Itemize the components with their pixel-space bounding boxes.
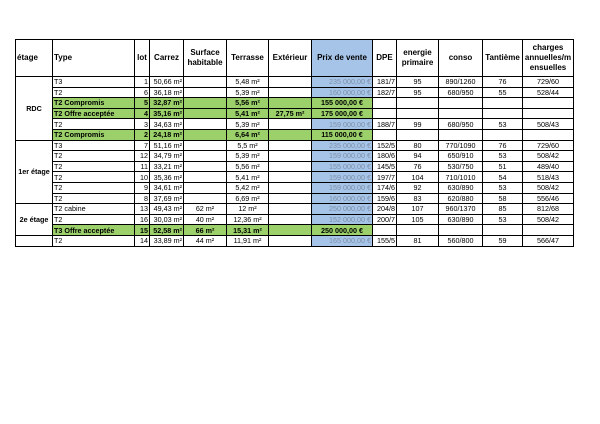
lot-cell[interactable]: 7 <box>135 140 150 151</box>
type-cell[interactable]: T2 <box>53 87 135 98</box>
exterieur-cell[interactable]: 27,75 m² <box>269 108 312 119</box>
lot-cell[interactable]: 13 <box>135 204 150 215</box>
energie-cell[interactable]: 76 <box>397 161 439 172</box>
surface-cell[interactable]: 62 m² <box>184 204 227 215</box>
tantieme-cell[interactable]: 76 <box>483 140 523 151</box>
col-prix[interactable]: Prix de vente <box>312 40 373 77</box>
lot-cell[interactable]: 5 <box>135 98 150 109</box>
carrez-cell[interactable]: 33,89 m² <box>150 235 184 246</box>
charges-cell[interactable]: 508/42 <box>523 214 574 225</box>
etage-cell[interactable] <box>16 235 53 246</box>
energie-cell[interactable]: 104 <box>397 172 439 183</box>
terrasse-cell[interactable]: 5,39 m² <box>227 87 269 98</box>
carrez-cell[interactable]: 34,63 m² <box>150 119 184 130</box>
dpe-cell[interactable]: 180/6 <box>373 151 397 162</box>
tantieme-cell[interactable]: 54 <box>483 172 523 183</box>
lot-cell[interactable]: 4 <box>135 108 150 119</box>
carrez-cell[interactable]: 34,79 m² <box>150 151 184 162</box>
terrasse-cell[interactable]: 12,36 m² <box>227 214 269 225</box>
charges-cell[interactable]: 508/43 <box>523 119 574 130</box>
col-exterieur[interactable]: Extérieur <box>269 40 312 77</box>
exterieur-cell[interactable] <box>269 225 312 236</box>
tantieme-cell[interactable]: 53 <box>483 119 523 130</box>
tantieme-cell[interactable]: 58 <box>483 193 523 204</box>
prix-value: 152 000,00 € <box>329 214 371 224</box>
col-charges[interactable]: charges annuelles/m ensuelles <box>523 40 574 77</box>
dpe-cell[interactable]: 200/7 <box>373 214 397 225</box>
type-cell[interactable]: T2 <box>53 119 135 130</box>
dpe-cell[interactable]: 152/5 <box>373 140 397 151</box>
surface-cell[interactable] <box>184 193 227 204</box>
surface-cell[interactable] <box>184 129 227 140</box>
table-row <box>16 182 574 193</box>
dpe-cell[interactable]: 197/7 <box>373 172 397 183</box>
tantieme-cell[interactable]: 55 <box>483 87 523 98</box>
table-row <box>16 172 574 183</box>
dpe-cell[interactable]: 181/7 <box>373 77 397 88</box>
prix-cell[interactable]: 250 000,00 € <box>312 225 373 236</box>
energie-cell[interactable]: 99 <box>397 119 439 130</box>
terrasse-cell[interactable]: 5,5 m² <box>227 140 269 151</box>
prix-cell[interactable]: 115 000,00 € <box>312 129 373 140</box>
energie-cell[interactable]: 81 <box>397 235 439 246</box>
carrez-cell[interactable]: 51,16 m² <box>150 140 184 151</box>
prix-value: 235 000,00 € <box>329 140 371 150</box>
col-carrez[interactable]: Carrez <box>150 40 184 77</box>
exterieur-cell[interactable] <box>269 214 312 225</box>
lot-cell[interactable]: 2 <box>135 129 150 140</box>
exterieur-cell[interactable] <box>269 87 312 98</box>
energie-cell[interactable] <box>397 129 439 140</box>
terrasse-cell[interactable]: 5,56 m² <box>227 98 269 109</box>
tantieme-cell[interactable]: 76 <box>483 77 523 88</box>
surface-cell[interactable] <box>184 161 227 172</box>
energie-cell[interactable]: 95 <box>397 77 439 88</box>
lot-cell[interactable]: 15 <box>135 225 150 236</box>
table-row <box>16 119 574 130</box>
table-row <box>16 235 574 246</box>
type-cell[interactable]: T2 <box>53 214 135 225</box>
carrez-cell[interactable]: 49,43 m² <box>150 204 184 215</box>
terrasse-cell[interactable]: 5,48 m² <box>227 77 269 88</box>
conso-cell[interactable] <box>439 108 483 119</box>
prix-cell[interactable] <box>312 140 373 151</box>
terrasse-cell[interactable]: 6,64 m² <box>227 129 269 140</box>
table-row <box>16 193 574 204</box>
conso-cell[interactable] <box>439 129 483 140</box>
carrez-cell[interactable]: 35,16 m² <box>150 108 184 119</box>
type-cell[interactable]: T2 <box>53 235 135 246</box>
dpe-cell[interactable]: 174/6 <box>373 182 397 193</box>
carrez-cell[interactable]: 32,87 m² <box>150 98 184 109</box>
charges-cell[interactable]: 556/46 <box>523 193 574 204</box>
conso-cell[interactable]: 710/1010 <box>439 172 483 183</box>
exterieur-cell[interactable] <box>269 129 312 140</box>
col-energie[interactable]: energie primaire <box>397 40 439 77</box>
charges-cell[interactable] <box>523 98 574 109</box>
charges-cell[interactable]: 528/44 <box>523 87 574 98</box>
carrez-cell[interactable]: 30,03 m² <box>150 214 184 225</box>
tantieme-cell[interactable]: 51 <box>483 161 523 172</box>
charges-cell[interactable]: 729/60 <box>523 77 574 88</box>
tantieme-cell[interactable] <box>483 225 523 236</box>
tantieme-cell[interactable]: 53 <box>483 151 523 162</box>
table-row <box>16 161 574 172</box>
carrez-cell[interactable]: 33,21 m² <box>150 161 184 172</box>
charges-cell[interactable] <box>523 108 574 119</box>
prix-cell[interactable] <box>312 87 373 98</box>
prix-cell[interactable] <box>312 182 373 193</box>
table-row <box>16 129 574 140</box>
prix-value: 250 000,00 € <box>329 204 371 214</box>
exterieur-cell[interactable] <box>269 98 312 109</box>
dpe-cell[interactable] <box>373 98 397 109</box>
table-row <box>16 151 574 162</box>
conso-cell[interactable]: 620/880 <box>439 193 483 204</box>
type-cell[interactable]: T2 cabine <box>53 204 135 215</box>
dpe-cell[interactable]: 188/7 <box>373 119 397 130</box>
terrasse-cell[interactable]: 5,41 m² <box>227 172 269 183</box>
type-cell[interactable]: T2 <box>53 161 135 172</box>
terrasse-cell[interactable]: 5,41 m² <box>227 108 269 119</box>
table-row <box>16 204 574 215</box>
prix-value: 160 000,00 € <box>329 193 371 203</box>
prix-cell[interactable] <box>312 214 373 225</box>
conso-cell[interactable]: 960/1370 <box>439 204 483 215</box>
dpe-cell[interactable] <box>373 129 397 140</box>
type-cell[interactable]: T2 Offre acceptée <box>53 108 135 119</box>
carrez-cell[interactable]: 37,69 m² <box>150 193 184 204</box>
type-cell[interactable]: T2 Compromis <box>53 129 135 140</box>
energie-cell[interactable]: 107 <box>397 204 439 215</box>
col-type[interactable]: Type <box>53 40 135 77</box>
terrasse-cell[interactable]: 12 m² <box>227 204 269 215</box>
lot-cell[interactable]: 12 <box>135 151 150 162</box>
energie-cell[interactable]: 95 <box>397 87 439 98</box>
carrez-cell[interactable]: 34,61 m² <box>150 182 184 193</box>
exterieur-cell[interactable] <box>269 193 312 204</box>
etage-cell[interactable]: 1er étage <box>16 140 53 204</box>
charges-cell[interactable]: 508/42 <box>523 182 574 193</box>
surface-cell[interactable] <box>184 119 227 130</box>
terrasse-cell[interactable]: 6,69 m² <box>227 193 269 204</box>
prix-value: 235 000,00 € <box>329 77 371 87</box>
prix-cell[interactable] <box>312 172 373 183</box>
energie-cell[interactable]: 105 <box>397 214 439 225</box>
conso-cell[interactable]: 560/800 <box>439 235 483 246</box>
surface-cell[interactable] <box>184 140 227 151</box>
conso-cell[interactable]: 890/1260 <box>439 77 483 88</box>
col-conso[interactable]: conso <box>439 40 483 77</box>
tantieme-cell[interactable] <box>483 129 523 140</box>
lot-cell[interactable]: 6 <box>135 87 150 98</box>
conso-cell[interactable]: 630/890 <box>439 214 483 225</box>
dpe-cell[interactable]: 204/8 <box>373 204 397 215</box>
terrasse-cell[interactable]: 5,39 m² <box>227 119 269 130</box>
conso-cell[interactable]: 770/1090 <box>439 140 483 151</box>
lot-cell[interactable]: 1 <box>135 77 150 88</box>
exterieur-cell[interactable] <box>269 235 312 246</box>
charges-cell[interactable]: 566/47 <box>523 235 574 246</box>
prix-cell[interactable] <box>312 161 373 172</box>
surface-cell[interactable]: 44 m² <box>184 235 227 246</box>
col-dpe[interactable]: DPE <box>373 40 397 77</box>
dpe-cell[interactable] <box>373 108 397 119</box>
terrasse-cell[interactable]: 5,39 m² <box>227 151 269 162</box>
surface-cell[interactable] <box>184 87 227 98</box>
energie-cell[interactable]: 94 <box>397 151 439 162</box>
type-cell[interactable]: T2 Compromis <box>53 98 135 109</box>
type-cell[interactable]: T2 <box>53 172 135 183</box>
apartments-table <box>15 39 574 247</box>
type-cell[interactable]: T3 <box>53 140 135 151</box>
charges-cell[interactable] <box>523 225 574 236</box>
table-row <box>16 225 574 236</box>
table-row <box>16 98 574 109</box>
exterieur-cell[interactable] <box>269 204 312 215</box>
prix-cell[interactable] <box>312 235 373 246</box>
type-cell[interactable]: T2 <box>53 182 135 193</box>
etage-cell[interactable]: RDC <box>16 77 53 141</box>
dpe-cell[interactable]: 145/5 <box>373 161 397 172</box>
header-row <box>16 40 574 77</box>
prix-cell[interactable] <box>312 151 373 162</box>
carrez-cell[interactable]: 24,18 m² <box>150 129 184 140</box>
charges-cell[interactable]: 812/68 <box>523 204 574 215</box>
tantieme-cell[interactable]: 59 <box>483 235 523 246</box>
exterieur-cell[interactable] <box>269 182 312 193</box>
energie-cell[interactable] <box>397 225 439 236</box>
terrasse-cell[interactable]: 5,56 m² <box>227 161 269 172</box>
lot-cell[interactable]: 11 <box>135 161 150 172</box>
charges-cell[interactable]: 489/40 <box>523 161 574 172</box>
lot-cell[interactable]: 9 <box>135 182 150 193</box>
tantieme-cell[interactable]: 85 <box>483 204 523 215</box>
type-cell[interactable]: T3 <box>53 77 135 88</box>
prix-cell[interactable] <box>312 119 373 130</box>
energie-cell[interactable]: 92 <box>397 182 439 193</box>
conso-cell[interactable]: 680/950 <box>439 119 483 130</box>
carrez-cell[interactable]: 52,58 m² <box>150 225 184 236</box>
surface-cell[interactable] <box>184 98 227 109</box>
table-body <box>16 77 574 247</box>
surface-cell[interactable] <box>184 172 227 183</box>
col-etage[interactable]: étage <box>16 40 53 77</box>
col-surface[interactable]: Surface habitable <box>184 40 227 77</box>
prix-value: 159 000,00 € <box>329 183 371 193</box>
table-row <box>16 87 574 98</box>
surface-cell[interactable] <box>184 182 227 193</box>
type-cell[interactable]: T2 <box>53 193 135 204</box>
prix-value: 155 000,00 € <box>329 161 371 171</box>
type-cell[interactable]: T2 <box>53 151 135 162</box>
type-cell[interactable]: T3 Offre acceptée <box>53 225 135 236</box>
prix-value: 160 000,00 € <box>329 87 371 97</box>
terrasse-cell[interactable]: 11,91 m² <box>227 235 269 246</box>
prix-cell[interactable]: 175 000,00 € <box>312 108 373 119</box>
charges-cell[interactable] <box>523 129 574 140</box>
energie-cell[interactable] <box>397 98 439 109</box>
col-tantieme[interactable]: Tantième <box>483 40 523 77</box>
prix-cell[interactable] <box>312 193 373 204</box>
tantieme-cell[interactable] <box>483 108 523 119</box>
lot-cell[interactable]: 3 <box>135 119 150 130</box>
table-row <box>16 108 574 119</box>
charges-cell[interactable]: 508/42 <box>523 151 574 162</box>
exterieur-cell[interactable] <box>269 77 312 88</box>
prix-value: 159 000,00 € <box>329 119 371 129</box>
etage-cell[interactable]: 2e étage <box>16 204 53 236</box>
surface-cell[interactable] <box>184 77 227 88</box>
surface-cell[interactable] <box>184 108 227 119</box>
exterieur-cell[interactable] <box>269 172 312 183</box>
tantieme-cell[interactable]: 53 <box>483 214 523 225</box>
exterieur-cell[interactable] <box>269 119 312 130</box>
carrez-cell[interactable]: 35,36 m² <box>150 172 184 183</box>
prix-cell[interactable]: 155 000,00 € <box>312 98 373 109</box>
prix-value: 159 000,00 € <box>329 151 371 161</box>
prix-cell[interactable] <box>312 77 373 88</box>
dpe-cell[interactable]: 182/7 <box>373 87 397 98</box>
prix-cell[interactable] <box>312 204 373 215</box>
energie-cell[interactable]: 80 <box>397 140 439 151</box>
lot-cell[interactable]: 10 <box>135 172 150 183</box>
surface-cell[interactable]: 66 m² <box>184 225 227 236</box>
dpe-cell[interactable]: 155/5 <box>373 235 397 246</box>
conso-cell[interactable]: 650/910 <box>439 151 483 162</box>
table-row <box>16 214 574 225</box>
terrasse-cell[interactable]: 15,31 m² <box>227 225 269 236</box>
col-lot[interactable]: lot <box>135 40 150 77</box>
carrez-cell[interactable]: 50,66 m² <box>150 77 184 88</box>
conso-cell[interactable]: 530/750 <box>439 161 483 172</box>
table-row <box>16 140 574 151</box>
exterieur-cell[interactable] <box>269 161 312 172</box>
conso-cell[interactable]: 680/950 <box>439 87 483 98</box>
dpe-cell[interactable] <box>373 225 397 236</box>
charges-cell[interactable]: 518/43 <box>523 172 574 183</box>
dpe-cell[interactable]: 159/6 <box>373 193 397 204</box>
terrasse-cell[interactable]: 5,42 m² <box>227 182 269 193</box>
tantieme-cell[interactable] <box>483 98 523 109</box>
charges-cell[interactable]: 729/60 <box>523 140 574 151</box>
energie-cell[interactable]: 83 <box>397 193 439 204</box>
exterieur-cell[interactable] <box>269 140 312 151</box>
col-terrasse[interactable]: Terrasse <box>227 40 269 77</box>
exterieur-cell[interactable] <box>269 151 312 162</box>
energie-cell[interactable] <box>397 108 439 119</box>
lot-cell[interactable]: 16 <box>135 214 150 225</box>
prix-value: 159 000,00 € <box>329 172 371 182</box>
table-row <box>16 77 574 88</box>
prix-value: 165 000,00 € <box>329 236 371 246</box>
lot-cell[interactable]: 8 <box>135 193 150 204</box>
conso-cell[interactable]: 630/890 <box>439 182 483 193</box>
surface-cell[interactable]: 40 m² <box>184 214 227 225</box>
tantieme-cell[interactable]: 53 <box>483 182 523 193</box>
conso-cell[interactable] <box>439 98 483 109</box>
surface-cell[interactable] <box>184 151 227 162</box>
carrez-cell[interactable]: 36,18 m² <box>150 87 184 98</box>
lot-cell[interactable]: 14 <box>135 235 150 246</box>
conso-cell[interactable] <box>439 225 483 236</box>
